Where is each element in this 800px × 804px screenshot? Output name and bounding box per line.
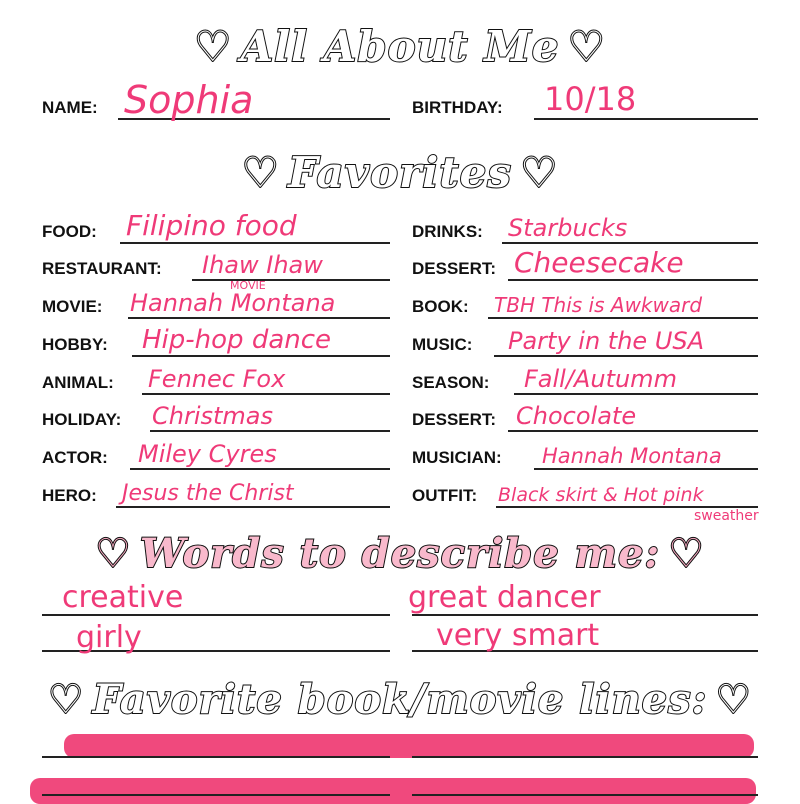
drinks-field[interactable] [412, 204, 758, 244]
holiday-field[interactable] [42, 392, 390, 432]
heart-icon: ♡ [668, 530, 706, 577]
word-value[interactable]: creative [62, 580, 184, 615]
word-value[interactable]: girly [76, 620, 142, 655]
season-value: Fall/Autumm [524, 365, 677, 393]
holiday-label: HOLIDAY: [42, 410, 122, 429]
restaurant-field[interactable] [42, 241, 390, 281]
lines-line[interactable] [42, 756, 390, 758]
heart-icon: ♡ [241, 148, 280, 197]
word-value[interactable]: great dancer [408, 580, 601, 615]
restaurant-value: Ihaw Ihaw [202, 251, 323, 279]
dessert2-value: Chocolate [516, 402, 637, 430]
outfit-label: OUTFIT: [412, 486, 478, 505]
heart-icon: ♡ [567, 22, 607, 71]
drinks-value: Starbucks [508, 214, 628, 242]
birthday-field[interactable] [412, 80, 758, 120]
lines-line[interactable] [412, 756, 758, 758]
lines-heading-text: Favorite book/movie lines: [92, 676, 708, 723]
hobby-label: HOBBY: [42, 335, 108, 354]
words-heading-text: Words to describe me: [139, 530, 661, 577]
restaurant-label: RESTAURANT: [42, 259, 162, 278]
page-title-text: All About Me [240, 22, 560, 71]
hobby-value: Hip-hop dance [142, 325, 332, 355]
actor-value: Miley Cyres [138, 440, 277, 468]
heart-icon: ♡ [94, 530, 132, 577]
musician-value: Hannah Montana [542, 444, 722, 468]
animal-field[interactable] [42, 355, 390, 395]
page-title [0, 22, 800, 71]
words-heading [0, 530, 800, 577]
movie-note: MOVIE [230, 279, 266, 292]
birthday-label: BIRTHDAY: [412, 98, 503, 117]
actor-field[interactable] [42, 430, 390, 470]
hero-line [116, 506, 390, 508]
actor-label: ACTOR: [42, 448, 108, 467]
movie-field[interactable] [42, 279, 390, 319]
book-label: BOOK: [412, 297, 469, 316]
name-value: Sophia [124, 78, 254, 122]
outfit-field[interactable] [412, 468, 759, 524]
book-value: TBH This is Awkward [494, 293, 703, 317]
hero-value: Jesus the Christ [122, 481, 294, 506]
lines-line[interactable] [42, 794, 390, 796]
word-value[interactable]: very smart [436, 618, 600, 653]
name-label: NAME: [42, 98, 98, 117]
highlight-stroke [64, 734, 754, 758]
dessert-value: Cheesecake [514, 246, 684, 279]
music-value: Party in the USA [508, 327, 705, 355]
outfit-note: sweather [694, 508, 759, 524]
music-label: MUSIC: [412, 335, 473, 354]
food-label: FOOD: [42, 222, 97, 241]
dessert-label: DESSERT: [412, 259, 497, 278]
food-value: Filipino food [126, 209, 297, 242]
highlight-stroke [30, 778, 756, 804]
hero-field[interactable] [42, 468, 390, 508]
dessert2-field[interactable] [412, 392, 758, 432]
music-field[interactable] [412, 317, 758, 357]
birthday-line [534, 118, 758, 120]
heart-icon: ♡ [193, 22, 233, 71]
drinks-label: DRINKS: [412, 222, 483, 241]
animal-label: ANIMAL: [42, 373, 114, 392]
season-field[interactable] [412, 355, 758, 395]
favorites-heading [0, 148, 800, 197]
animal-value: Fennec Fox [148, 365, 286, 393]
lines-heading [0, 676, 800, 723]
heart-icon: ♡ [520, 148, 559, 197]
musician-field[interactable] [412, 430, 758, 470]
food-field[interactable] [42, 204, 390, 244]
hero-label: HERO: [42, 486, 97, 505]
dessert-field[interactable] [412, 241, 758, 281]
hobby-field[interactable] [42, 317, 390, 357]
outfit-value: Black skirt & Hot pink [498, 484, 704, 506]
holiday-value: Christmas [152, 402, 274, 430]
dessert2-label: DESSERT: [412, 410, 497, 429]
heart-icon: ♡ [47, 676, 85, 723]
movie-value: Hannah Montana [130, 289, 336, 317]
name-field[interactable] [42, 80, 390, 120]
lines-line[interactable] [412, 794, 758, 796]
heart-icon: ♡ [715, 676, 753, 723]
movie-label: MOVIE: [42, 297, 103, 316]
book-field[interactable] [412, 279, 758, 319]
favorites-heading-text: Favorites [287, 148, 512, 197]
season-label: SEASON: [412, 373, 490, 392]
musician-label: MUSICIAN: [412, 448, 502, 467]
birthday-value: 10/18 [544, 80, 637, 118]
